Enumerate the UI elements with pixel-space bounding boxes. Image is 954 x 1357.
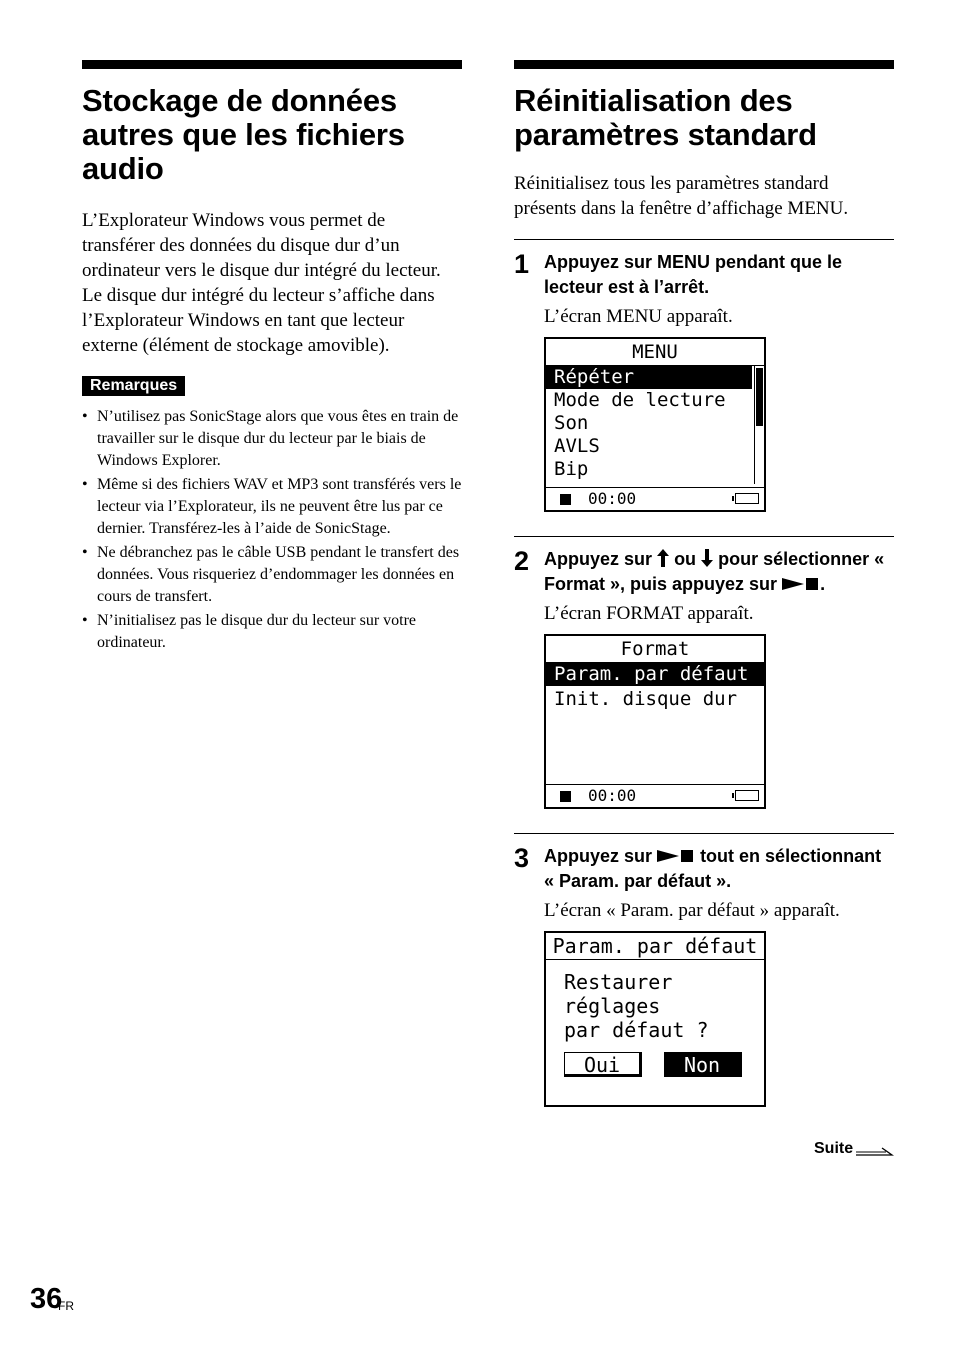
note-item: • N’utilisez pas SonicStage alors que vous êtes en train de travailler sur le disque dur du lecteur par le biais de Windows Explorer. [82,408,459,469]
step-result: L’écran FORMAT apparaît. [544,603,754,624]
format-screen [544,634,766,809]
step-2 [514,547,894,809]
step-1 [514,250,894,512]
dialog-line: Restaurer [564,970,673,994]
dialog-line: par défaut ? [564,1018,709,1042]
yes-button: Oui [564,1052,642,1077]
arrow-down-icon [701,549,713,567]
step-number: 1 [514,249,530,279]
step-number: 3 [514,843,530,873]
storage-intro-paragraph-1: L’Explorateur Windows vous permet de transférer des données du disque dur d’un ordinateur vers le disque dur intégré du lecteur. [82,210,441,281]
notes-list [82,406,462,654]
dialog-buttons [546,1052,764,1092]
play-stop-icon [657,848,695,864]
screen-title: Format [546,636,764,663]
menu-item-mode-lecture: Mode de lecture [554,389,726,411]
dialog-message [546,960,764,1042]
arrow-up-icon [657,549,669,567]
step-result: L’écran « Param. par défaut » apparaît. [544,900,840,921]
screen-title: MENU [546,339,764,366]
dialog-line: réglages [564,994,661,1018]
step-divider [514,239,894,240]
step-divider [514,536,894,537]
step-instruction: Appuyez sur ou pour sélectionner « Format », puis appuyez sur . [544,549,885,594]
scrollbar [754,366,764,484]
reset-intro: Réinitialisez tous les paramètres standard présents dans la fenêtre d’affichage MENU. [514,173,849,219]
screen-title: Param. par défaut [546,933,764,960]
battery-icon [735,790,759,801]
menu-item-son: Son [554,412,589,434]
status-bar [546,784,764,807]
menu-list [546,366,764,484]
menu-item-bip: Bip [554,458,589,480]
format-list [546,663,764,711]
step-instruction: Appuyez sur tout en sélectionnant « Param. par défaut ». [544,846,882,891]
note-item: • N’initialisez pas le disque dur du lecteur sur votre ordinateur. [82,612,417,651]
time-readout: 00:00 [588,786,637,805]
stop-icon [560,791,571,802]
step-3 [514,844,894,1107]
menu-screen [544,337,766,512]
battery-icon [735,493,759,504]
right-column [514,60,894,1107]
section-bar [514,60,894,69]
menu-item-repeter: Répéter [546,366,752,389]
storage-intro-paragraph-2: Le disque dur intégré du lecteur s’affiche dans l’Explorateur Windows en tant que lecteur externe (élément de stockage amovible). [82,285,435,356]
format-item-param-defaut: Param. par défaut [546,663,764,686]
section-title-reset: Réinitialisation des paramètres standard [514,83,817,152]
note-item: • Ne débranchez pas le câble USB pendant le transfert des données. Vous risqueriez d’endommager les données en cours de transfert. [82,544,460,605]
default-params-screen [544,931,766,1107]
status-bar [546,487,764,510]
no-button: Non [664,1052,742,1077]
play-stop-icon [782,576,820,592]
notes-label: Remarques [82,376,185,396]
time-readout: 00:00 [588,489,637,508]
left-column [82,60,462,656]
format-item-init-disque: Init. disque dur [554,688,738,710]
step-result: L’écran MENU apparaît. [544,306,733,327]
continue-label: Suite [814,1140,854,1157]
step-divider [514,833,894,834]
note-item: • Même si des fichiers WAV et MP3 sont transférés vers le lecteur via l’Explorateur, ils ne peuvent être lus par ce dernier. Transférez-les à l’aide de SonicStage. [82,476,462,537]
page-number: 36 [30,1283,63,1315]
step-number: 2 [514,546,530,576]
page-language: FR [58,1299,74,1313]
step-instruction: Appuyez sur MENU pendant que le lecteur est à l’arrêt. [544,252,843,297]
stop-icon [560,494,571,505]
section-title-storage: Stockage de données autres que les fichiers audio [82,83,405,186]
menu-item-avls: AVLS [554,435,600,457]
section-bar [82,60,462,69]
continue-arrow-icon [856,1145,894,1157]
